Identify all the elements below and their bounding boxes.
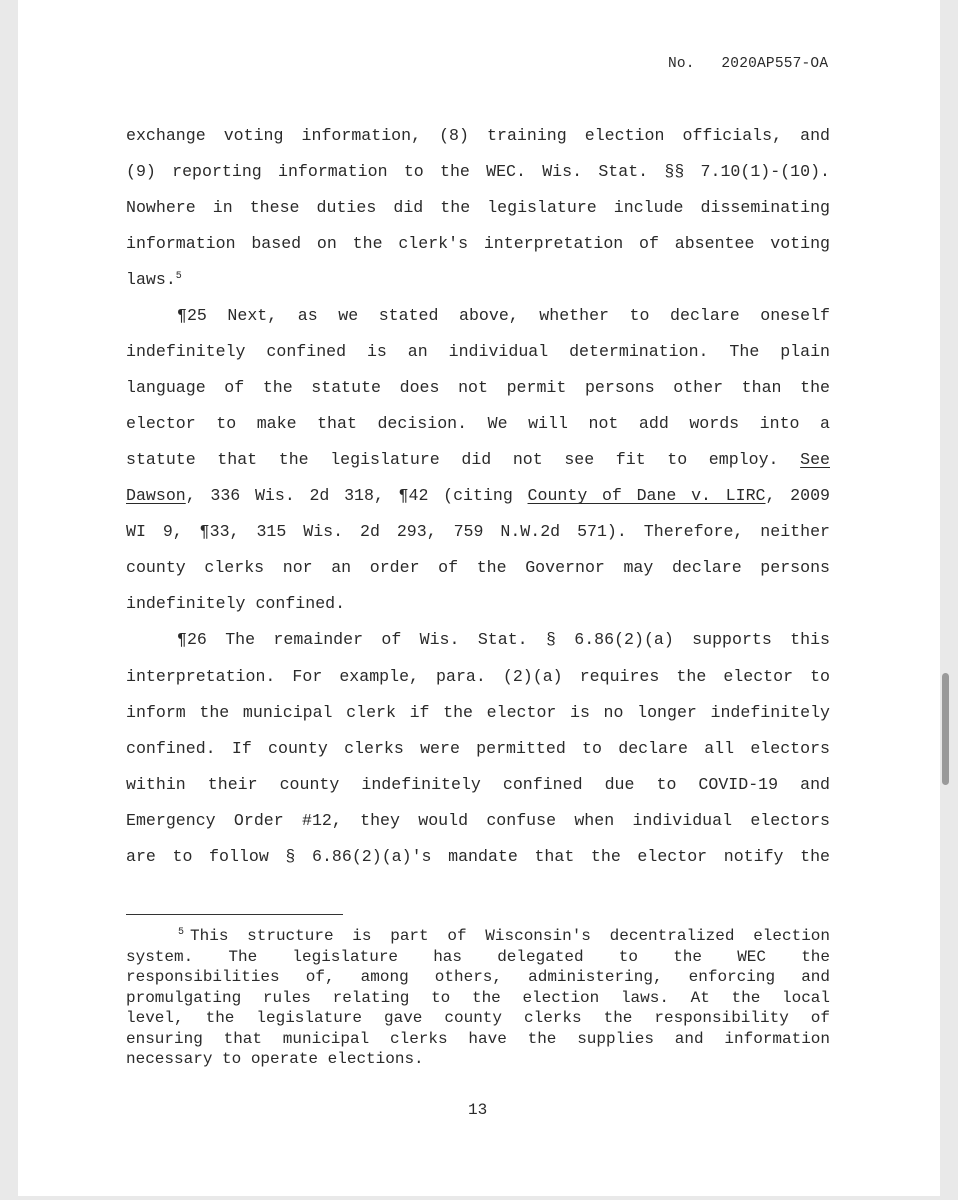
footnote-line: ensuring that municipal clerks have the supplies and information <box>126 1030 830 1048</box>
body-line: statute that the legislature did not see fit to employ. See <box>126 450 830 469</box>
body-line: confined. If county clerks were permitted to declare all electors <box>126 739 830 758</box>
body-line: Nowhere in these duties did the legislature include disseminating <box>126 198 830 217</box>
footnote-reference[interactable]: 5 <box>175 271 182 282</box>
docket-number: No. 2020AP557-OA <box>668 56 829 72</box>
footnote-line: system. The legislature has delegated to the WEC the <box>126 948 830 966</box>
body-line: laws.$^5$ <box>126 270 182 289</box>
body-line: interpretation. For example, para. (2)(a) requires the elector to <box>126 667 830 686</box>
footnote-line: responsibilities of, among others, administering, enforcing and <box>126 968 830 986</box>
paragraph-25-start: ¶25 Next, as we stated above, whether to declare oneself <box>177 306 830 325</box>
body-line: WI 9, ¶33, 315 Wis. 2d 293, 759 N.W.2d 571). Therefore, neither <box>126 522 830 541</box>
case-name-dawson: Dawson <box>126 486 186 505</box>
body-line: within their county indefinitely confined due to COVID-19 and <box>126 775 830 794</box>
footnote-marker: 5 <box>178 927 185 938</box>
body-line: are to follow § 6.86(2)(a)'s mandate that the elector notify the <box>126 847 830 866</box>
paragraph-26-start: ¶26 The remainder of Wis. Stat. § 6.86(2)(a) supports this <box>177 630 830 649</box>
body-line: information based on the clerk's interpretation of absentee voting <box>126 234 830 253</box>
vertical-scrollbar-thumb[interactable] <box>942 673 949 785</box>
body-line: exchange voting information, (8) training election officials, and <box>126 126 830 145</box>
body-line: Emergency Order #12, they would confuse when individual electors <box>126 811 830 830</box>
footnote-line: $^5$ This structure is part of Wisconsin's decentralized election <box>178 927 830 945</box>
body-line: (9) reporting information to the WEC. Wis. Stat. §§ 7.10(1)-(10). <box>126 162 830 181</box>
body-line: inform the municipal clerk if the elector is no longer indefinitely <box>126 703 830 722</box>
body-line: indefinitely confined is an individual determination. The plain <box>126 342 830 361</box>
footnote-line: level, the legislature gave county clerks the responsibility of <box>126 1009 830 1027</box>
footnote-line: promulgating rules relating to the election laws. At the local <box>126 989 830 1007</box>
body-line: language of the statute does not permit persons other than the <box>126 378 830 397</box>
footnote-line: necessary to operate elections. <box>126 1050 424 1068</box>
body-line: indefinitely confined. <box>126 594 346 613</box>
body-line: county clerks nor an order of the Governor may declare persons <box>126 558 830 577</box>
body-line: elector to make that decision. We will not add words into a <box>126 414 830 433</box>
page-number: 13 <box>468 1101 488 1119</box>
citation-signal-see: See <box>800 450 830 469</box>
body-line: Dawson, 336 Wis. 2d 318, ¶42 (citing County of Dane v. LIRC, 2009 <box>126 486 830 505</box>
case-name-county-of-dane: County of Dane v. LIRC <box>527 486 766 505</box>
document-page <box>18 0 940 1196</box>
footnote-separator <box>126 914 343 915</box>
